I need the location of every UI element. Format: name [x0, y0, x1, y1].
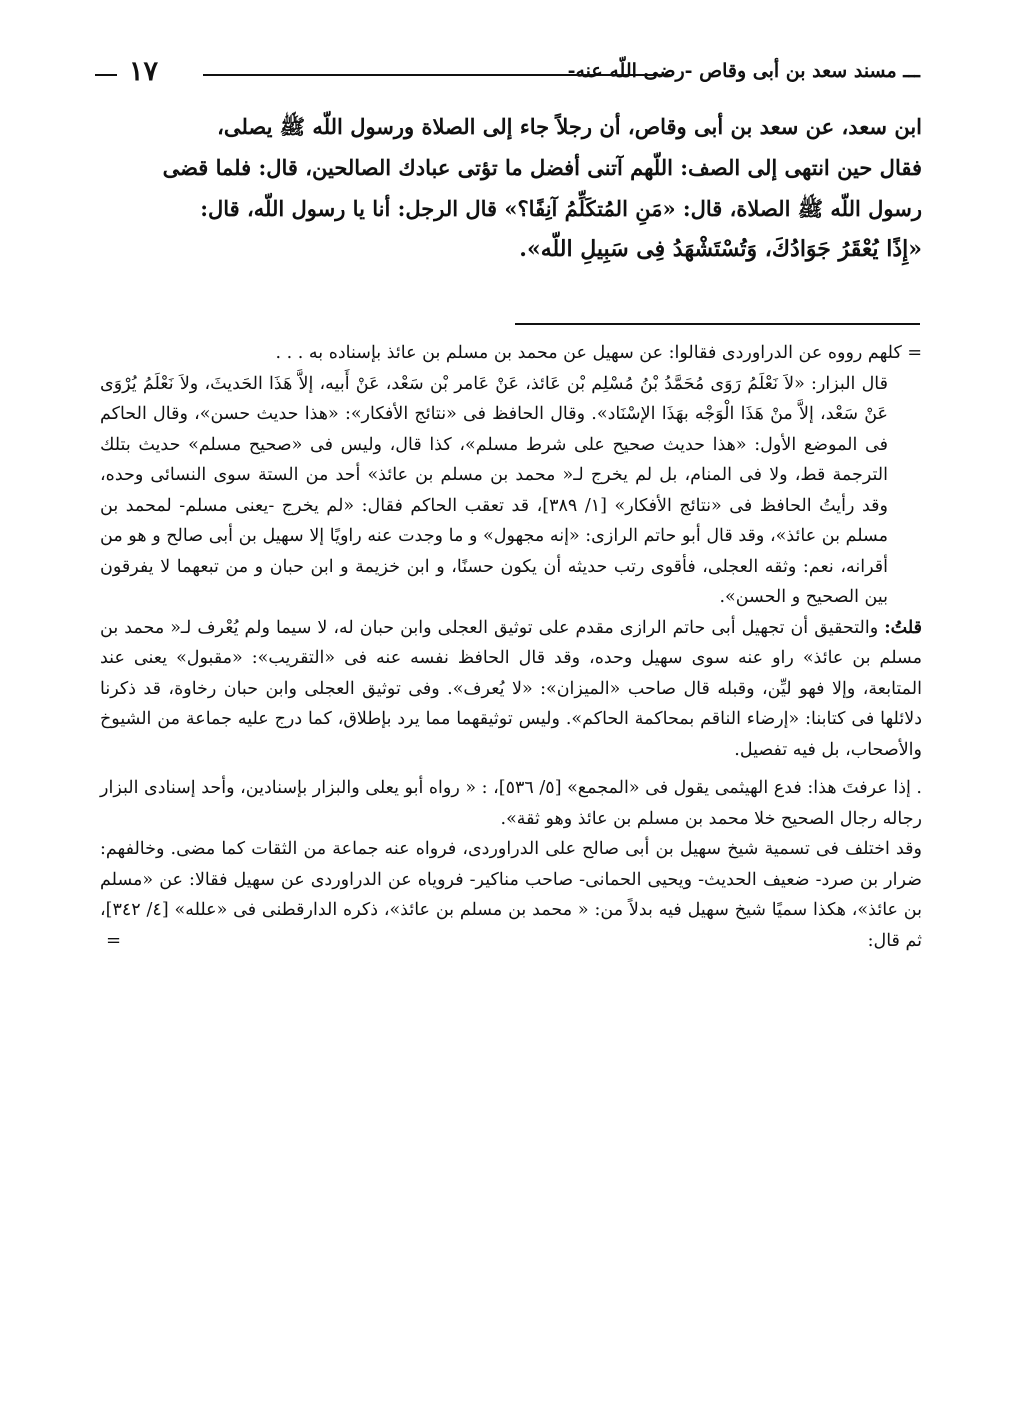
page-number: ١٧	[129, 56, 159, 87]
qultu-label: قلتُ:	[884, 617, 922, 638]
header-title: ـــ مسند سعد بن أبى وقاص -رضى اللّه عنه-	[567, 60, 920, 82]
main-line-3: رسول اللّه ﷺ الصلاة، قال: «مَنِ المُتكَلِّمُ آنِفًا؟» قال الرجل: أنا يا رسول اللّه، قال:	[200, 196, 922, 221]
footnote-ikhtilaf	[100, 834, 922, 956]
running-header	[95, 58, 920, 88]
footnote-haythami: . إذا عرفتَ هذا: فدع الهيثمى يقول فى «المجمع» [٥/ ٥٣٦]، : « رواه أبو يعلى والبزار بإسنادين، وأحد إسنادى البزار رجاله رجال الصحيح خلا محمد بن مسلم بن عائذ وهو ثقة».	[100, 778, 922, 829]
footnote-bazzar: قال البزار: «لاَ نَعْلَمُ رَوَى مُحَمَّدُ بْنُ مُسْلِم بْن عَائذ، عَنْ عَامر بْن سَعْد، عَنْ أَبيه، إلاَّ هَذَا الحَديثَ، ولاَ نَعْلَمُ يُرْوَى عَنْ سَعْد، إلاَّ منْ هَذَا الْوَجْه بهَذَا الإسْنَاد». وقال الحافظ فى «نتائج الأفكار»: «هذا حديث حسن»، وقال الحاكم فى الموضع الأول: «هذا حديث صحيح على شرط مسلم»، كذا قال، وليس فى «صحيح مسلم» حديث بتلك الترجمة قط، ولا فى المنام، بل لم يخرج لـ« محمد بن مسلم بن عائذ» أحد من الستة سوى النسائى وحده، وقد رأيتُ الحافظ فى «نتائج الأفكار» [١/ ٣٨٩]، قد تعقب الحاكم فقال: «لم يخرج -يعنى مسلم- لمحمد بن مسلم بن عائذ»، وقد قال أبو حاتم الرازى: «إنه مجهول» و ما وجدت عنه راويًا إلا سهيل بن أبى صالح و هو من أقرانه، نعم: وثقه العجلى، فأقوى رتب حديثه أن يكون حسنًا، و ابن خزيمة و ابن حبان و من تبعهما لا يفرقون بين الصحيح و الحسن».	[100, 373, 888, 607]
main-line-2: فقال حين انتهى إلى الصف: اللّهم آتنى أفضل ما تؤتى عبادك الصالحين، قال: فلما قضى	[162, 155, 922, 180]
footnote-separator	[515, 323, 920, 325]
main-text	[100, 106, 922, 270]
header-rule	[203, 74, 670, 76]
main-line-1: ابن سعد، عن سعد بن أبى وقاص، أن رجلاً جاء إلى الصلاة ورسول اللّه ﷺ يصلى،	[217, 114, 922, 139]
hadith-quote: «إِذًا يُعْقَرُ جَوَادُكَ، وَتُسْتَشْهَدُ فِى سَبِيلِ اللّه».	[519, 236, 922, 262]
continuation-mark: =	[106, 929, 122, 951]
qultu-text: والتحقيق أن تجهيل أبى حاتم الرازى مقدم على توثيق العجلى وابن حبان له، لا سيما ولم يُعْرف لـ« محمد بن مسلم بن عائذ» راو عنه سوى سهيل وحده، وقد قال الحافظ نفسه عنه فى «التقريب»: «مقبول» يعنى عند المتابعة، وإلا فهو ليِّن، وقبله قال صاحب «الميزان»: «لا يُعرف». وفى توثيق العجلى وابن حبان رخاوة، قد ذكرنا دلائلها فى كتابنا: «إرضاء الناقم بمحاكمة الحاكم». وليس توثيقهما مما يرد بإطلاق، كما درج عليه جماعة من الشيوخ والأصحاب، بل فيه تفصيل.	[100, 617, 922, 760]
ikhtilaf-text: وقد اختلف فى تسمية شيخ سهيل بن أبى صالح على الدراوردى، فرواه عنه جماعة من الثقات كما مضى. وخالفهم: ضرار بن صرد- ضعيف الحديث- ويحيى الحمانى- صاحب مناكير- فروياه عن الدراوردى عن سهيل فقالا: عن «مسلم بن عائذ»، هكذا سميًا شيخ سهيل فيه بدلاً من: « محمد بن مسلم بن عائذ»، ذكره الدارقطنى فى «علله» [٤/ ٣٤٢]، ثم قال:	[100, 839, 922, 951]
header-dash	[95, 74, 117, 76]
footnote-qultu	[100, 613, 922, 766]
footnote-continuation: = كلهم رووه عن الدراوردى فقالوا: عن سهيل عن محمد بن مسلم بن عائذ بإسناده به . . .	[275, 343, 922, 363]
footnotes	[100, 338, 922, 956]
